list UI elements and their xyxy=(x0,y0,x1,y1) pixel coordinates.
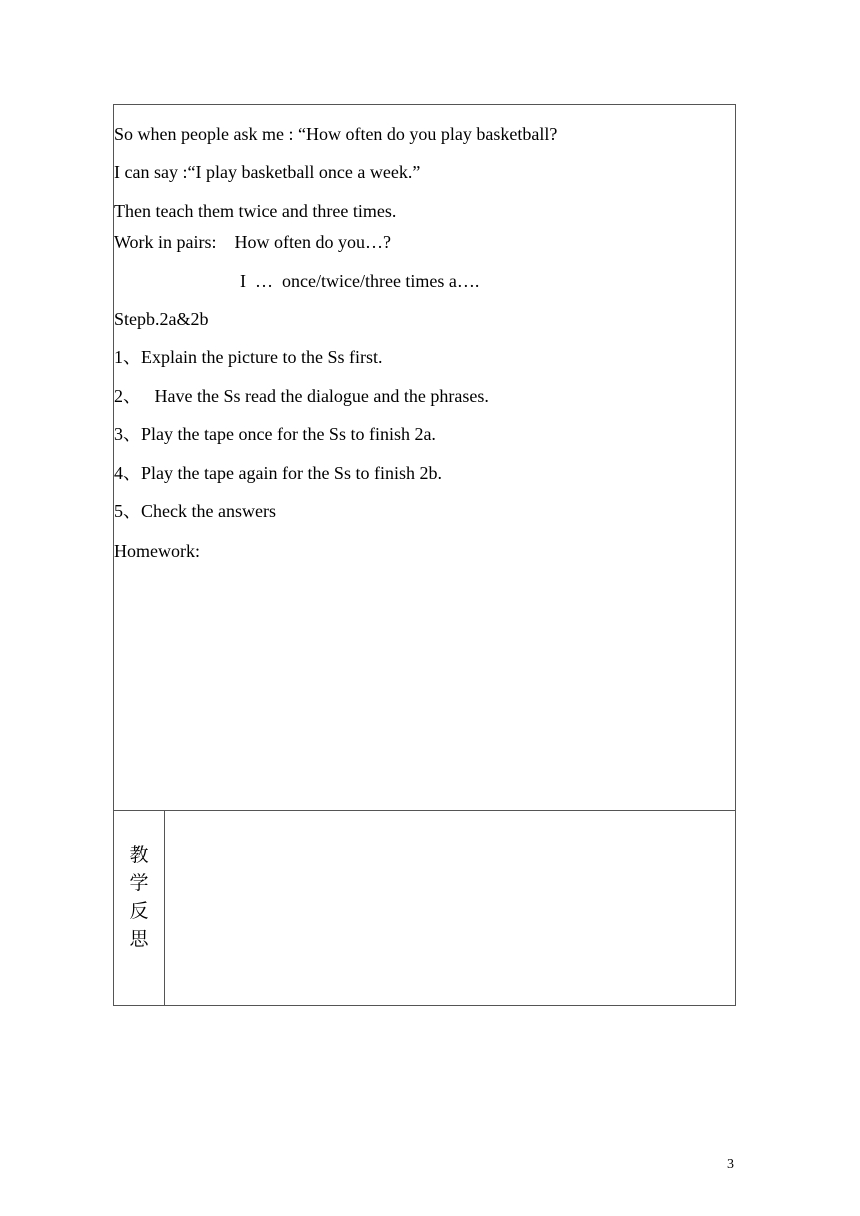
lesson-text-line: Work in pairs: How often do you…? xyxy=(114,232,392,252)
reflection-label-char: 思 xyxy=(129,928,149,950)
lesson-step-item: 3、Play the tape once for the Ss to finish 2a. xyxy=(114,424,436,444)
reflection-label-char: 学 xyxy=(129,872,149,894)
lesson-text-line: So when people ask me : “How often do you play basketball? xyxy=(114,124,558,144)
lesson-step-item: 2、 Have the Ss read the dialogue and the phrases. xyxy=(114,386,489,406)
homework-heading: Homework: xyxy=(114,541,200,561)
lesson-text-line: I can say :“I play basketball once a week.” xyxy=(114,162,421,182)
page-number: 3 xyxy=(727,1157,734,1172)
table-column-divider xyxy=(164,810,165,1006)
lesson-table xyxy=(113,104,736,1006)
teaching-reflection-label xyxy=(114,841,164,953)
step-heading: Stepb.2a&2b xyxy=(114,309,209,329)
lesson-step-item: 5、Check the answers xyxy=(114,501,276,521)
lesson-text-line: I … once/twice/three times a…. xyxy=(114,271,480,291)
lesson-text-line: Then teach them twice and three times. xyxy=(114,201,397,221)
reflection-label-char: 教 xyxy=(129,844,149,866)
lesson-step-item: 4、Play the tape again for the Ss to finish 2b. xyxy=(114,463,442,483)
lesson-step-item: 1、Explain the picture to the Ss first. xyxy=(114,347,383,367)
reflection-label-char: 反 xyxy=(129,900,149,922)
table-row-divider xyxy=(114,810,735,811)
